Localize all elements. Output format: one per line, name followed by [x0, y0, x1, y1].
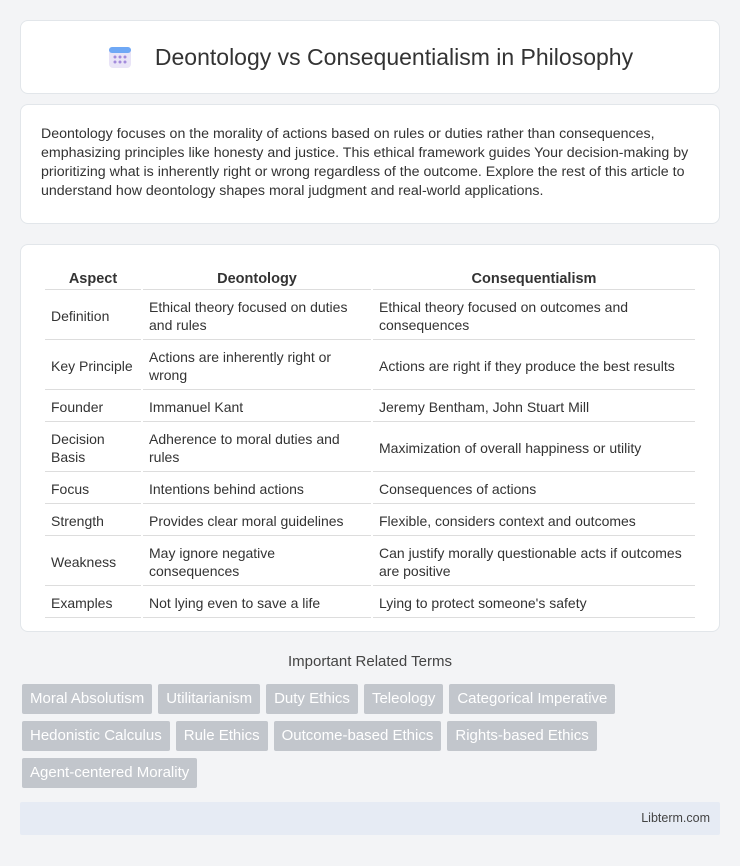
table-row: [45, 424, 695, 472]
related-term-tag[interactable]: Rights-based Ethics: [447, 721, 596, 751]
table-row: [45, 538, 695, 586]
table-row: [45, 474, 695, 504]
cell-aspect: Founder: [45, 392, 141, 422]
cell-deontology: Actions are inherently right or wrong: [143, 342, 371, 390]
related-terms-title: Important Related Terms: [288, 653, 452, 670]
cell-deontology: Not lying even to save a life: [143, 588, 371, 618]
cell-aspect: Key Principle: [45, 342, 141, 390]
table-row: [45, 292, 695, 340]
comparison-table-card: [20, 244, 720, 632]
related-term-tag[interactable]: Hedonistic Calculus: [22, 721, 170, 751]
cell-consequentialism: Consequences of actions: [373, 474, 695, 504]
column-header-deontology: Deontology: [143, 267, 371, 290]
cell-deontology: Provides clear moral guidelines: [143, 506, 371, 536]
header-card: [20, 20, 720, 94]
cell-consequentialism: Ethical theory focused on outcomes and consequences: [373, 292, 695, 340]
cell-aspect: Examples: [45, 588, 141, 618]
related-term-tag[interactable]: Agent-centered Morality: [22, 758, 197, 788]
column-header-aspect: Aspect: [45, 267, 141, 290]
cell-deontology: Ethical theory focused on duties and rules: [143, 292, 371, 340]
cell-consequentialism: Lying to protect someone's safety: [373, 588, 695, 618]
cell-aspect: Weakness: [45, 538, 141, 586]
cell-aspect: Decision Basis: [45, 424, 141, 472]
cell-aspect: Definition: [45, 292, 141, 340]
related-term-tag[interactable]: Duty Ethics: [266, 684, 358, 714]
column-header-consequentialism: Consequentialism: [373, 267, 695, 290]
intro-text: Deontology focuses on the morality of actions based on rules or duties rather than consequences, emphasizing principles like honesty and justice. This ethical framework guides Your decision-making by prioritizing what is inherently right or wrong regardless of the outcome. Explore the rest of this article to understand how deontology shapes moral judgment and real-world applications.: [41, 126, 689, 199]
related-term-tag[interactable]: Outcome-based Ethics: [274, 721, 442, 751]
table-row: [45, 506, 695, 536]
cell-consequentialism: Flexible, considers context and outcomes: [373, 506, 695, 536]
footer-site-link[interactable]: Libterm.com: [641, 811, 710, 825]
intro-card: [20, 104, 720, 224]
cell-aspect: Focus: [45, 474, 141, 504]
cell-deontology: Immanuel Kant: [143, 392, 371, 422]
related-term-tag[interactable]: Utilitarianism: [158, 684, 260, 714]
related-term-tag[interactable]: Categorical Imperative: [449, 684, 615, 714]
related-terms-list: [22, 684, 722, 795]
cell-consequentialism: Can justify morally questionable acts if outcomes are positive: [373, 538, 695, 586]
cell-aspect: Strength: [45, 506, 141, 536]
table-row: [45, 588, 695, 618]
footer: [20, 802, 720, 835]
page-title: Deontology vs Consequentialism in Philosophy: [154, 43, 634, 70]
cell-deontology: May ignore negative consequences: [143, 538, 371, 586]
cell-deontology: Intentions behind actions: [143, 474, 371, 504]
table-row: [45, 392, 695, 422]
table-header-row: [45, 267, 695, 290]
comparison-table: [43, 265, 697, 620]
cell-consequentialism: Jeremy Bentham, John Stuart Mill: [373, 392, 695, 422]
related-term-tag[interactable]: Moral Absolutism: [22, 684, 152, 714]
table-row: [45, 342, 695, 390]
cell-deontology: Adherence to moral duties and rules: [143, 424, 371, 472]
cell-consequentialism: Maximization of overall happiness or utility: [373, 424, 695, 472]
cell-consequentialism: Actions are right if they produce the best results: [373, 342, 695, 390]
related-term-tag[interactable]: Rule Ethics: [176, 721, 268, 751]
related-term-tag[interactable]: Teleology: [364, 684, 443, 714]
calendar-icon: [107, 44, 133, 70]
